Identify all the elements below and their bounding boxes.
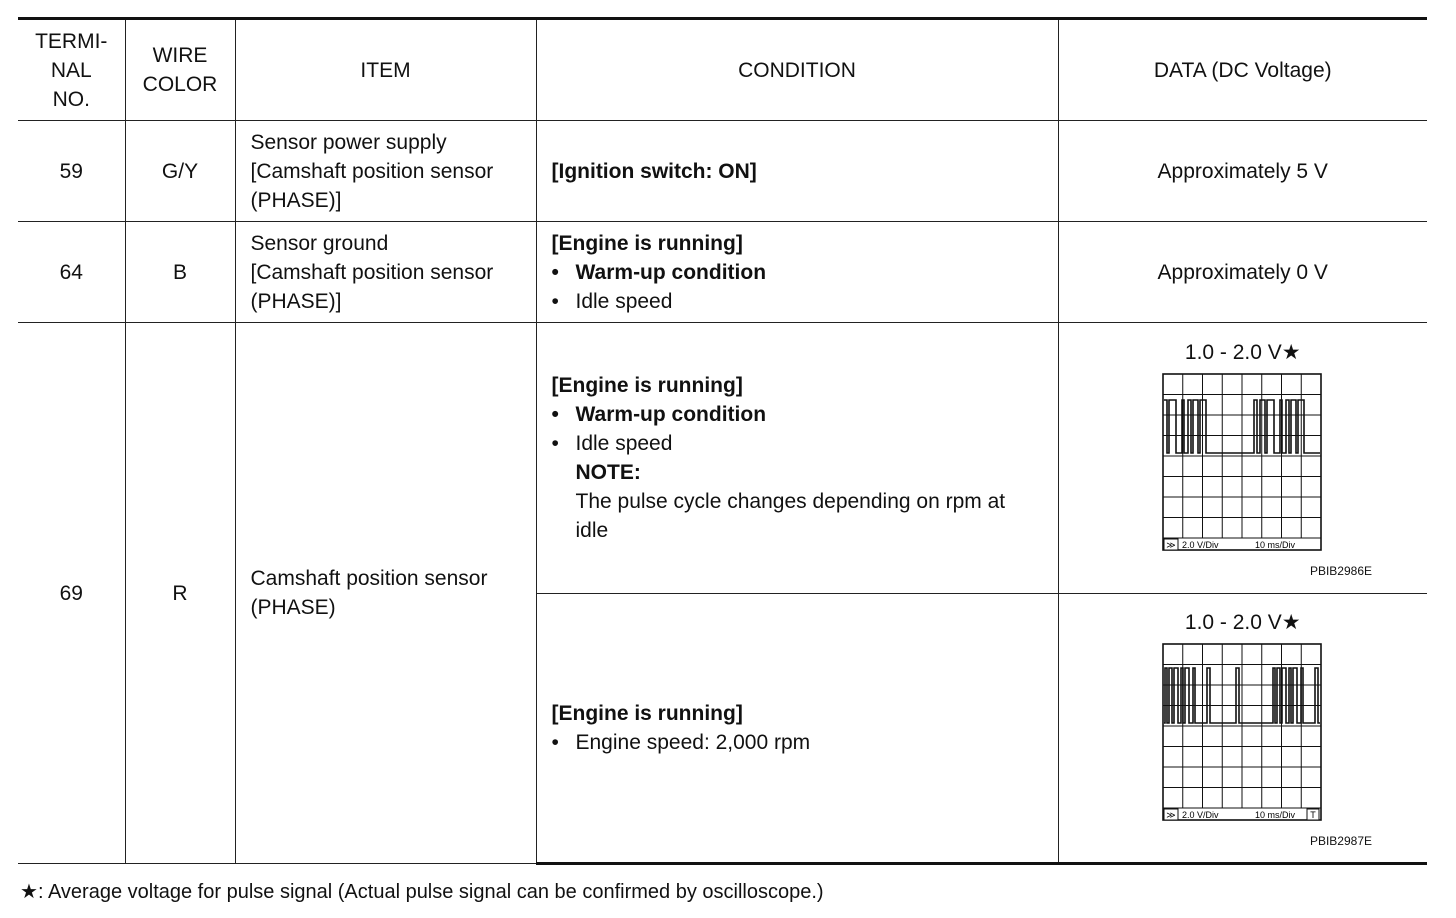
- header-terminal-line: TERMI-: [35, 29, 108, 53]
- scope-tdiv-label: 10 ms/Div: [1254, 540, 1295, 550]
- header-wire-line: WIRE: [152, 44, 208, 67]
- condition-heading: [Engine is running]: [551, 231, 743, 255]
- item-line: (PHASE)]: [250, 289, 342, 313]
- scope-vdiv-label: 2.0 V/Div: [1181, 540, 1219, 550]
- bullet-text: Warm-up condition: [575, 403, 767, 426]
- data-cell: [1058, 594, 1427, 864]
- condition-cell: [536, 121, 1058, 222]
- voltage-value: 1.0 - 2.0 V: [1184, 341, 1282, 364]
- bullet-text: Warm-up condition: [575, 260, 767, 284]
- terminal-cell: 64: [18, 222, 125, 323]
- bullet-icon: •: [551, 432, 559, 455]
- footnote-text: : Average voltage for pulse signal (Actual pulse signal can be confirmed by oscilloscope.): [37, 881, 824, 903]
- oscilloscope-waveform-idle: [1162, 373, 1324, 554]
- item-cell: [235, 222, 536, 323]
- condition-heading: [Engine is running]: [551, 702, 743, 725]
- header-terminal-line: NO.: [52, 87, 90, 111]
- item-line: [Camshaft position sensor: [250, 159, 494, 183]
- terminal-spec-table: [18, 17, 1427, 865]
- condition-bullet: [552, 258, 1058, 287]
- data-cell: [1058, 323, 1427, 594]
- header-item: ITEM: [235, 19, 536, 121]
- voltage-value: 1.0 - 2.0 V: [1184, 611, 1282, 634]
- table-row: [18, 222, 1427, 323]
- condition-bullet: [552, 728, 1058, 757]
- scope-block: [1059, 608, 1428, 848]
- item-cell: [235, 323, 536, 864]
- bullet-text: Engine speed: 2,000 rpm: [575, 731, 811, 754]
- bullet-text: Idle speed: [575, 289, 673, 313]
- condition-heading: [Engine is running]: [551, 374, 743, 397]
- bullet-icon: •: [551, 731, 559, 754]
- condition-bullet: [552, 429, 1058, 458]
- header-terminal-line: NAL: [50, 58, 92, 82]
- star-icon: ★: [20, 881, 38, 903]
- item-line: Sensor power supply: [250, 130, 447, 154]
- header-wire-line: COLOR: [142, 73, 218, 96]
- wire-color-cell: R: [125, 323, 235, 864]
- figure-id: PBIB2987E: [1309, 834, 1372, 848]
- terminal-cell: 69: [18, 323, 125, 864]
- wire-color-cell: G/Y: [125, 121, 235, 222]
- item-line: (PHASE)]: [250, 188, 342, 212]
- note-label: NOTE:: [575, 461, 641, 484]
- figure-id: PBIB2986E: [1309, 564, 1372, 578]
- wire-color-cell: B: [125, 222, 235, 323]
- bullet-icon: •: [551, 260, 559, 284]
- header-row: [18, 19, 1427, 121]
- condition-bullet: [552, 287, 1058, 316]
- bullet-text: Idle speed: [575, 432, 673, 455]
- scope-vdiv-label: 2.0 V/Div: [1181, 810, 1219, 820]
- condition-cell: [536, 222, 1058, 323]
- data-cell: Approximately 0 V: [1058, 222, 1427, 323]
- scope-arrow-icon: ≫: [1166, 810, 1176, 820]
- condition-cell: [536, 323, 1058, 594]
- item-cell: [235, 121, 536, 222]
- data-cell: Approximately 5 V: [1058, 121, 1427, 222]
- scope-block: [1059, 338, 1428, 578]
- voltage-label: [1059, 608, 1428, 637]
- header-condition: CONDITION: [536, 19, 1058, 121]
- condition-bullet: [552, 400, 1058, 429]
- header-terminal: [18, 19, 125, 121]
- note-text: The pulse cycle changes depending on rpm at: [575, 490, 1006, 513]
- item-line: Camshaft position sensor: [250, 567, 488, 590]
- scope-trigger-label: T: [1310, 810, 1316, 820]
- terminal-cell: 59: [18, 121, 125, 222]
- scope-tdiv-label: 10 ms/Div: [1254, 810, 1295, 820]
- item-line: Sensor ground: [250, 231, 389, 255]
- scope-arrow-icon: ≫: [1166, 540, 1176, 550]
- oscilloscope-waveform-2000rpm: [1162, 643, 1324, 824]
- header-wire-color: [125, 19, 235, 121]
- footnote: [20, 878, 824, 906]
- note-text: idle: [575, 519, 609, 542]
- condition-heading: [Ignition switch: ON]: [551, 159, 757, 183]
- star-icon: ★: [1281, 341, 1301, 364]
- table-row: [18, 121, 1427, 222]
- voltage-label: [1059, 338, 1428, 367]
- item-line: [Camshaft position sensor: [250, 260, 494, 284]
- header-data: DATA (DC Voltage): [1058, 19, 1427, 121]
- item-line: (PHASE): [250, 596, 336, 619]
- star-icon: ★: [1281, 611, 1301, 634]
- bullet-icon: •: [551, 289, 559, 313]
- condition-cell: [536, 594, 1058, 864]
- bullet-icon: •: [551, 403, 559, 426]
- table-row: [18, 323, 1427, 594]
